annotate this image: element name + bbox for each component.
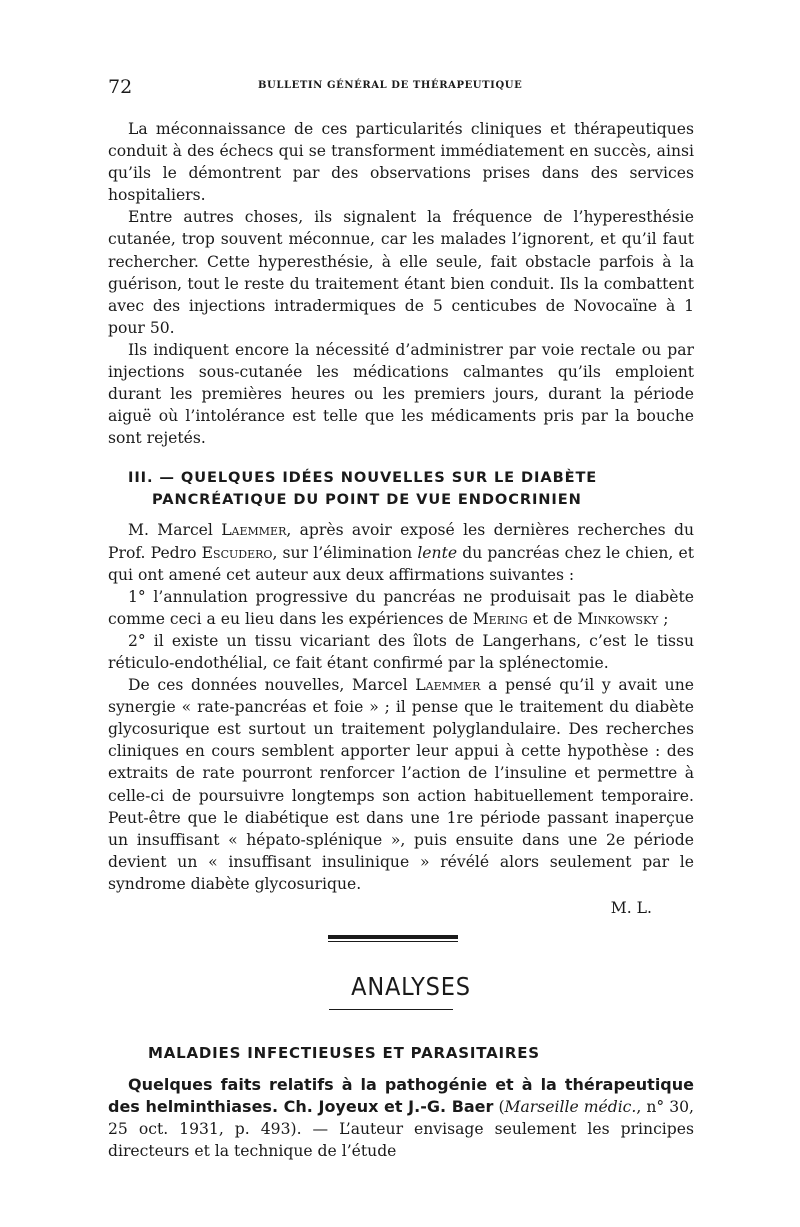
author-name: Laemmer bbox=[415, 676, 481, 695]
text: , n° 30, 25 oct. 1931, p. 493). bbox=[108, 1098, 694, 1139]
signature: M. L. bbox=[610, 899, 652, 917]
paragraph: Ils indiquent encore la nécessité d’administrer par voie rectale ou par injections sous-cutanée les médications calmantes qu’ils emploient durant les premières heures ou les premiers jours, durant la période aiguë où l’intolérance est telle que les médicaments pris par la bouche sont rejetés. bbox=[108, 340, 694, 448]
paragraph: La méconnaissance de ces particularités cliniques et thérapeutiques conduit à des échecs qui se transforment immédiatement en succès, ainsi qu’ils le démontrent par des observations prises dans des services hospitaliers. bbox=[108, 120, 694, 205]
text: ; bbox=[658, 609, 669, 628]
emphasis: lente bbox=[417, 543, 458, 562]
author-name: Minkowsky bbox=[577, 609, 659, 628]
page-number: 72 bbox=[108, 76, 133, 98]
text: — L’auteur envisage seulement les principes directeurs et la technique de l’étude bbox=[108, 1120, 695, 1161]
paragraph bbox=[108, 586, 694, 630]
author-name: Laemmer bbox=[221, 521, 287, 540]
section-divider bbox=[328, 935, 458, 942]
paragraph bbox=[108, 674, 694, 895]
analyses-underline bbox=[329, 1009, 453, 1010]
text: M. Marcel bbox=[128, 521, 222, 540]
text: a pensé qu’il y avait une synergie « rate-pancréas et foie » ; il pense que le traitement du diabète glycosurique est surtout un traitement polyglandulaire. Des recherches cliniques en cours semblent apporter leur appui à cette hypothèse : des extraits de rate pourront renforcer l’action de l’insuline et permettre à celle-ci de poursuivre longtemps son action habituellement temporaire. Peut-être que le diabétique est dans une 1re période passant inaperçue un insuffisant « hépato-splénique », puis ensuite dans une 2e période devient un « insuffisant insulinique » révélé alors seulement par le syndrome diabète glycosurique. bbox=[108, 676, 694, 893]
divider-thick-line bbox=[328, 935, 458, 939]
section-heading-line: PANCRÉATIQUE DU POINT DE VUE ENDOCRINIEN bbox=[152, 491, 582, 509]
text: et de bbox=[527, 609, 578, 628]
running-head bbox=[108, 68, 694, 96]
source-journal: Marseille médic. bbox=[504, 1098, 637, 1117]
article-body bbox=[108, 118, 694, 919]
section-heading bbox=[128, 467, 694, 511]
text: De ces données nouvelles, Marcel bbox=[128, 676, 416, 695]
paragraph bbox=[108, 1074, 694, 1162]
text: du pancréas chez le chien, et qui ont amené cet auteur aux deux affirmations suivantes : bbox=[108, 543, 694, 584]
journal-title: BULLETIN GÉNÉRAL DE THÉRAPEUTIQUE bbox=[258, 80, 523, 91]
author-name: Escudero bbox=[201, 543, 273, 562]
category-heading: MALADIES INFECTIEUSES ET PARASITAIRES bbox=[148, 1044, 540, 1063]
paragraph: Entre autres choses, ils signalent la fréquence de l’hyperesthésie cutanée, trop souvent méconnue, car les malades l’ignorent, et qu’il faut rechercher. Cette hyperesthésie, à elle seule, fait obstacle parfois à la guérison, tout le reste du traitement étant bien conduit. Ils la combattent avec des injections intradermiques de 5 centicubes de Novocaïne à 1 pour 50. bbox=[108, 208, 694, 337]
analyses-title: ANALYSES bbox=[351, 972, 471, 1002]
text: , sur l’élimination bbox=[272, 543, 418, 562]
divider-thin-line bbox=[328, 941, 458, 942]
text: 1° l’annulation progressive du pancréas ne produisait pas le diabète comme ceci a eu lieu dans les expériences de bbox=[108, 587, 694, 628]
analysis-entry bbox=[108, 1074, 694, 1162]
text: ( bbox=[493, 1098, 505, 1117]
paragraph bbox=[108, 519, 694, 585]
journal-page bbox=[108, 68, 694, 1162]
paragraph: 2° il existe un tissu vicariant des îlots de Langerhans, c’est le tissu réticulo-endothélial, ce fait étant confirmé par la splénectomie. bbox=[108, 631, 694, 672]
section-heading-line: III. — QUELQUES IDÉES NOUVELLES SUR LE DIABÈTE bbox=[128, 469, 598, 487]
analysis-title: Quelques faits relatifs à la pathogénie et à la thérapeutique des helminthiases. Ch. Joyeux et J.-G. Baer bbox=[108, 1075, 694, 1117]
text: , après avoir exposé les dernières recherches du Prof. Pedro bbox=[108, 521, 694, 562]
author-name: Mering bbox=[472, 609, 528, 628]
